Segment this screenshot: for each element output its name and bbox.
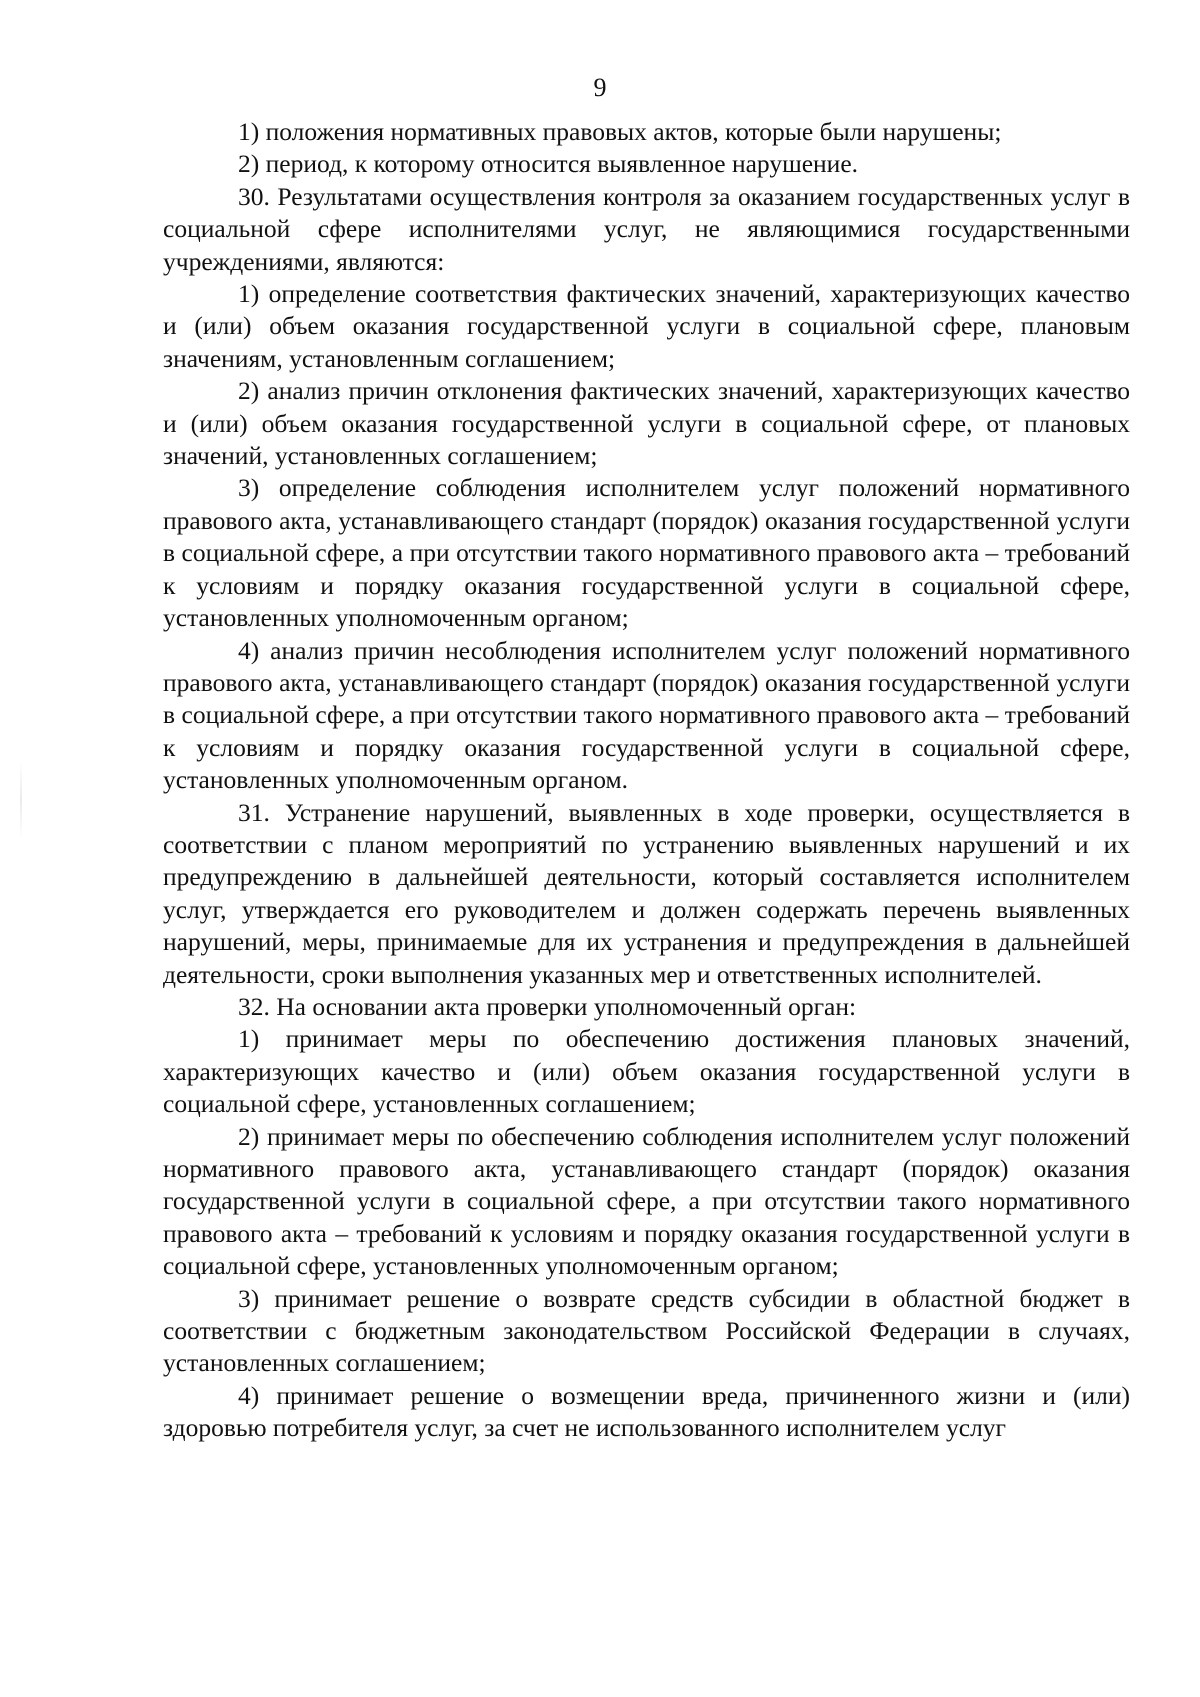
paragraph-clause-30-item-4: 4) анализ причин несоблюдения исполнителем услуг положений нормативного правового акта, устанавливающего стандарт (порядок) оказания государственной услуги в социальной сфере, а при отсутствии такого нормативного правового акта – требований к условиям и порядку оказания государственной услуги в социальной сфере, установленных уполномоченным органом. <box>163 635 1130 795</box>
scan-artifact <box>20 760 22 840</box>
paragraph-clause-32-item-4: 4) принимает решение о возмещении вреда, причиненного жизни и (или) здоровью потребителя услуг, за счет не использованного исполнителем услуг <box>163 1380 1130 1443</box>
paragraph-clause-30-item-2: 2) анализ причин отклонения фактических значений, характеризующих качество и (или) объем оказания государственной услуги в социальной сфере, от плановых значений, установленных соглашением; <box>163 376 1130 471</box>
document-body <box>163 116 1130 1445</box>
paragraph-item-1-violated-provisions: 1) положения нормативных правовых актов, которые были нарушены; <box>238 117 1002 146</box>
paragraph-clause-32-item-1: 1) принимает меры по обеспечению достижения плановых значений, характеризующих качество и (или) объем оказания государственной услуги в социальной сфере, установленных соглашением; <box>163 1024 1130 1119</box>
paragraph-clause-32: 32. На основании акта проверки уполномоченный орган: <box>238 991 857 1021</box>
paragraph-clause-32-item-2: 2) принимает меры по обеспечению соблюдения исполнителем услуг положений нормативного правового акта, устанавливающего стандарт (порядок) оказания государственной услуги в социальной сфере, а при отсутствии такого нормативного правового акта – требований к условиям и порядку оказания государственной услуги в социальной сфере, установленных уполномоченным органом; <box>163 1121 1130 1281</box>
paragraph-clause-32-item-3: 3) принимает решение о возврате средств субсидии в областной бюджет в соответствии с бюджетным законодательством Российской Федерации в случаях, установленных соглашением; <box>163 1283 1130 1378</box>
paragraph-clause-30-item-3: 3) определение соблюдения исполнителем услуг положений нормативного правового акта, устанавливающего стандарт (порядок) оказания государственной услуги в социальной сфере, а при отсутствии такого нормативного правового акта – требований к условиям и порядку оказания государственной услуги в социальной сфере, установленных уполномоченным органом; <box>163 473 1130 633</box>
paragraph-clause-30-item-1: 1) определение соответствия фактических значений, характеризующих качество и (или) объем оказания государственной услуги в социальной сфере, плановым значениям, установленным соглашением; <box>163 279 1130 373</box>
paragraph-clause-31: 31. Устранение нарушений, выявленных в ходе проверки, осуществляется в соответствии с планом мероприятий по устранению выявленных нарушений и их предупреждению в дальнейшей деятельности, который составляется исполнителем услуг, утверждается его руководителем и должен содержать перечень выявленных нарушений, меры, принимаемые для их устранения и предупреждения в дальнейшей деятельности, сроки выполнения указанных мер и ответственных исполнителей. <box>163 797 1130 989</box>
paragraph-item-2-violation-period: 2) период, к которому относится выявленное нарушение. <box>238 149 859 179</box>
page-number: 9 <box>593 73 607 102</box>
paragraph-clause-30: 30. Результатами осуществления контроля за оказанием государственных услуг в социальной сфере исполнителями услуг, не являющимися государственными учреждениями, являются: <box>163 181 1130 276</box>
